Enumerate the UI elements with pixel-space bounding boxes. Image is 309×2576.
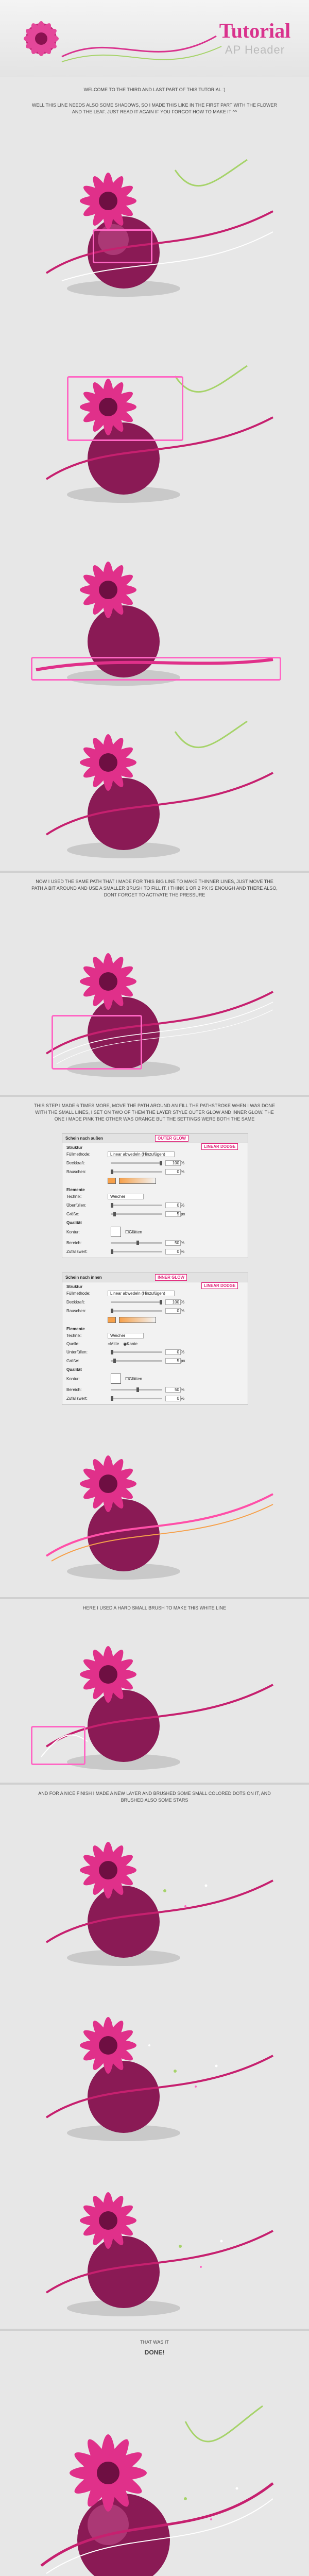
blend-mode-select[interactable]: Linear abwedeln (Hinzufügen) xyxy=(108,1151,175,1157)
contour-preview[interactable] xyxy=(111,1227,121,1237)
highlight-box xyxy=(93,229,152,263)
range-value[interactable]: 50 xyxy=(165,1387,181,1393)
smooth-label: Glätten xyxy=(129,1376,142,1381)
flower-sphere-illustration xyxy=(31,706,278,866)
intro-text-2: WELL THIS LINE NEEDS ALSO SOME SHADOWS, SO I MADE THIS LIKE IN THE FIRST PART WITH THE FLOWER AND THE LEAF. JUST READ IT AGAIN IF YOU FORGOT HOW TO MAKE IT ^^ xyxy=(32,103,277,114)
noise-value[interactable]: 0 xyxy=(165,1169,181,1175)
choke-label: Unterfüllen: xyxy=(66,1350,88,1354)
step-image-5 xyxy=(31,912,278,1087)
technique-label: Technik: xyxy=(66,1333,82,1338)
contour-label: Kontur: xyxy=(66,1229,80,1234)
jitter-slider[interactable] xyxy=(111,1398,162,1399)
source-label: Quelle: xyxy=(66,1342,80,1346)
opacity-slider[interactable] xyxy=(111,1162,162,1164)
size-value[interactable]: 5 xyxy=(165,1211,181,1217)
separator xyxy=(0,1095,309,1097)
size-slider[interactable] xyxy=(111,1213,162,1215)
separator xyxy=(0,871,309,873)
range-slider[interactable] xyxy=(111,1389,162,1391)
step-text-5: AND FOR A NICE FINISH I MADE A NEW LAYER AND BRUSHED SOME SMALL COLORED DOTS ON IT, AND BRUSHED ALSO SOME STARS xyxy=(38,1791,271,1803)
outer-glow-panel: Schein nach außen OUTER GLOW LINEAR DODGE Struktur Füllmethode: Linear abwedeln (Hinzufügen) Deckkraft: 100 % Rauschen: 0 % Elemente Technik: Weicher Überfüllen: 0 % Größe: 5 px Qualität Kontur: ☐ Glätten Bereich: 50 % Zufallswert: 0 % xyxy=(62,1133,248,1258)
step-image-4 xyxy=(31,706,278,866)
noise-value[interactable]: 0 xyxy=(165,1308,181,1314)
step-text-4: HERE I USED A HARD SMALL BRUSH TO MAKE THIS WHITE LINE xyxy=(82,1605,227,1611)
step-image-10 xyxy=(31,2159,278,2324)
panel-section-title: Schein nach innen xyxy=(62,1273,248,1282)
color-swatch[interactable] xyxy=(108,1178,116,1184)
separator xyxy=(0,1783,309,1785)
outer-glow-badge: OUTER GLOW xyxy=(155,1135,188,1142)
noise-label: Rauschen: xyxy=(66,1309,87,1313)
contour-preview[interactable] xyxy=(111,1374,121,1384)
smooth-checkbox[interactable]: ☐ xyxy=(125,1229,129,1234)
opacity-label: Deckkraft: xyxy=(66,1161,85,1165)
step-image-3 xyxy=(31,526,278,696)
size-slider[interactable] xyxy=(111,1360,162,1362)
range-slider[interactable] xyxy=(111,1242,162,1244)
contour-label: Kontur: xyxy=(66,1376,80,1381)
step-image-9 xyxy=(31,1984,278,2148)
highlight-box xyxy=(52,1015,142,1070)
flower-sphere-illustration xyxy=(31,139,278,309)
spread-value[interactable]: 0 xyxy=(165,1202,181,1208)
flower-sphere-illustration xyxy=(31,1432,278,1587)
range-label: Bereich: xyxy=(66,1241,82,1245)
choke-slider[interactable] xyxy=(111,1351,162,1353)
flower-sphere-illustration xyxy=(31,2370,278,2576)
noise-slider[interactable] xyxy=(111,1310,162,1312)
separator xyxy=(0,1597,309,1599)
choke-value[interactable]: 0 xyxy=(165,1349,181,1355)
technique-select[interactable]: Weicher xyxy=(108,1333,144,1338)
blend-mode-badge: LINEAR DODGE xyxy=(201,1143,238,1150)
highlight-box xyxy=(31,657,281,681)
spread-label: Überfüllen: xyxy=(66,1203,87,1208)
step-image-6 xyxy=(31,1432,278,1587)
size-label: Größe: xyxy=(66,1212,79,1216)
panel-section-title: Schein nach außen xyxy=(62,1134,248,1143)
opacity-value[interactable]: 100 xyxy=(165,1299,181,1305)
flower-sphere-illustration xyxy=(31,2159,278,2324)
spread-slider[interactable] xyxy=(111,1205,162,1206)
technique-label: Technik: xyxy=(66,1194,82,1199)
tutorial-title: Tutorial xyxy=(219,19,291,42)
group-title: Elemente xyxy=(66,1327,85,1331)
end-text-1: THAT WAS IT xyxy=(140,2340,169,2345)
blend-mode-select[interactable]: Linear abwedeln (Hinzufügen) xyxy=(108,1291,175,1296)
range-value[interactable]: 50 xyxy=(165,1240,181,1246)
smooth-checkbox[interactable]: ☐ xyxy=(125,1376,129,1381)
gradient-swatch[interactable] xyxy=(119,1317,156,1323)
step-image-1 xyxy=(31,139,278,309)
highlight-box xyxy=(31,1726,85,1765)
final-image xyxy=(31,2370,278,2576)
inner-glow-badge: INNER GLOW xyxy=(155,1274,187,1281)
tutorial-subtitle: AP Header xyxy=(225,43,285,56)
size-label: Größe: xyxy=(66,1359,79,1363)
group-title: Elemente xyxy=(66,1188,85,1192)
jitter-value[interactable]: 0 xyxy=(165,1249,181,1255)
opacity-value[interactable]: 100 xyxy=(165,1160,181,1166)
highlight-box xyxy=(67,376,183,441)
jitter-value[interactable]: 0 xyxy=(165,1396,181,1401)
noise-label: Rauschen: xyxy=(66,1170,87,1174)
flower-sphere-illustration xyxy=(31,1984,278,2148)
flower-sphere-illustration xyxy=(31,1808,278,1973)
jitter-slider[interactable] xyxy=(111,1251,162,1252)
group-title: Qualität xyxy=(66,1221,82,1225)
step-text-3: THIS STEP I MADE 6 TIMES MORE, MOVE THE PATH AROUND AN FILL THE PATHSTROKE WHEN I WAS DONE WITH THE SMALL LINES, I SET ON TWO OF THEM THE LAYER STYLE OUTER GLOW AND INNER GLOW. THE ONE I MADE PINK THE OTHER WAS ORANGE BUT THE SETTINGS WERE BOTH THE SAME xyxy=(33,1103,276,1122)
smooth-label: Glätten xyxy=(129,1229,142,1234)
step-image-8 xyxy=(31,1808,278,1973)
source-center-radio[interactable]: ○ xyxy=(108,1342,110,1346)
group-title: Qualität xyxy=(66,1367,82,1372)
noise-slider[interactable] xyxy=(111,1171,162,1173)
gradient-swatch[interactable] xyxy=(119,1178,156,1184)
opacity-slider[interactable] xyxy=(111,1301,162,1303)
opacity-label: Deckkraft: xyxy=(66,1300,85,1304)
size-value[interactable]: 5 xyxy=(165,1358,181,1364)
blend-mode-badge: LINEAR DODGE xyxy=(201,1282,238,1289)
header-banner xyxy=(0,0,309,77)
step-text-2: NOW I USED THE SAME PATH THAT I MADE FOR THIS BIG LINE TO MAKE THINNER LINES, JUST MOVE THE PATH A BIT AROUND AND USE A SMALLER BRUSH TO FILL IT, I THINK 1 OR 2 PX IS ENOUGH AND THERE ALSO, DONT FORGET TO ACTIVATE THE PRESSURE xyxy=(31,879,278,897)
range-label: Bereich: xyxy=(66,1387,82,1392)
group-title: Struktur xyxy=(66,1284,83,1289)
intro-text: WELCOME TO THE THIRD AND LAST PART OF THIS TUTORIAL :) xyxy=(83,87,226,92)
fill-label: Füllmethode: xyxy=(66,1152,91,1157)
end-text-2: DONE! xyxy=(144,2349,165,2356)
jitter-label: Zufallswert: xyxy=(66,1396,88,1401)
technique-select[interactable]: Weicher xyxy=(108,1194,144,1199)
step-image-7 xyxy=(31,1618,278,1777)
separator xyxy=(0,2329,309,2331)
step-image-2 xyxy=(31,355,278,510)
jitter-label: Zufallswert: xyxy=(66,1249,88,1254)
source-edge-radio[interactable]: ◉ xyxy=(123,1342,127,1346)
inner-glow-panel: Schein nach innen INNER GLOW LINEAR DODGE Struktur Füllmethode: Linear abwedeln (Hinzufügen) Deckkraft: 100 % Rauschen: 0 % Elemente Technik: Weicher Quelle: ○ Mitte ◉ Kante Unterfüllen: 0 % Größe: 5 px Qualität Kontur: ☐ Glätten Bereich: 50 % Zufallswert: 0 % xyxy=(62,1273,248,1405)
group-title: Struktur xyxy=(66,1145,83,1150)
fill-label: Füllmethode: xyxy=(66,1291,91,1296)
color-swatch[interactable] xyxy=(108,1317,116,1323)
